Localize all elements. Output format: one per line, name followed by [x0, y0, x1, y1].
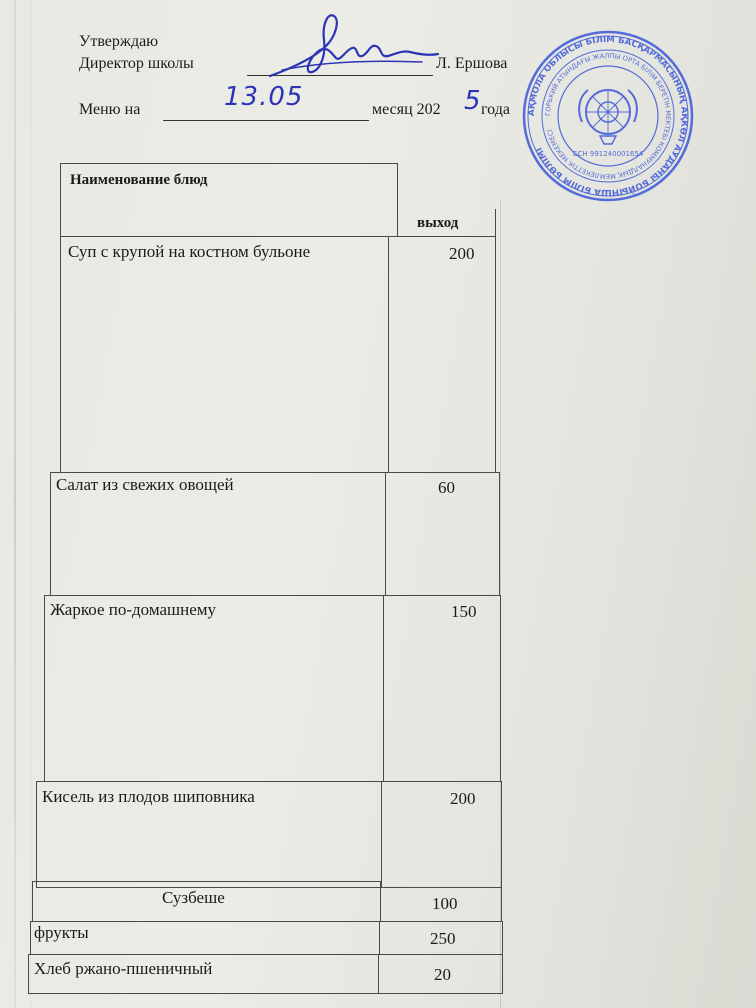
stamp-bin: БСН 991240001654	[572, 150, 644, 158]
dish-output: 100	[432, 894, 458, 913]
paper-edge-line	[30, 0, 31, 1008]
table-row-output-cell	[381, 781, 502, 888]
approve-label: Утверждаю	[79, 33, 159, 50]
table-row-output-cell	[383, 595, 501, 782]
table-row-output-cell	[388, 236, 496, 473]
dish-output: 200	[450, 789, 476, 808]
paper-fold-line	[14, 0, 16, 1008]
dish-name: Хлеб ржано-пшеничный	[34, 959, 213, 978]
director-signature	[262, 10, 442, 82]
dish-name: Салат из свежих овощей	[56, 475, 234, 494]
dish-name: Суп с крупой на костном бульоне	[68, 242, 311, 261]
dish-output: 60	[438, 478, 455, 497]
stamp-outer-text: АҚМОЛА ОБЛЫСЫ БІЛІМ БАСҚАРМАСЫНЫҢ АҚКӨЛ АУДАНЫ БОЙЫНША БІЛІМ БӨЛІМІ	[526, 34, 690, 198]
year-suffix-handwritten: 5	[464, 86, 481, 116]
official-stamp	[522, 30, 694, 202]
director-label: Директор школы	[79, 55, 194, 72]
dish-name: Сузбеше	[162, 888, 225, 907]
menu-date-handwritten: 13.05	[224, 82, 304, 112]
dish-name: фрукты	[34, 923, 89, 942]
stamp-inner-text: ГОРЬКИЙ АТЫНДАҒЫ ЖАЛПЫ ОРТА БІЛІМ БЕРЕТІН МЕКТЕБІ КОММУНАЛДЫҚ МЕМЛЕКЕТТІК МЕКЕМЕСІ	[543, 51, 673, 181]
director-name: Л. Ершова	[436, 55, 508, 72]
month-label: месяц 202	[372, 101, 441, 118]
dish-output: 150	[451, 602, 477, 621]
dish-output: 200	[449, 244, 475, 263]
menu-date-line	[163, 120, 369, 121]
dish-output: 20	[434, 965, 451, 984]
dish-output: 250	[430, 929, 456, 948]
year-after-label: года	[481, 101, 510, 118]
header-output: выход	[417, 215, 459, 231]
emblem-icon	[579, 90, 637, 144]
table-row	[44, 595, 384, 782]
header-name: Наименование блюд	[70, 172, 208, 188]
table-row	[60, 236, 389, 473]
dish-name: Кисель из плодов шиповника	[42, 787, 255, 806]
dish-name: Жаркое по-домашнему	[50, 600, 217, 619]
menu-label: Меню на	[79, 101, 141, 118]
